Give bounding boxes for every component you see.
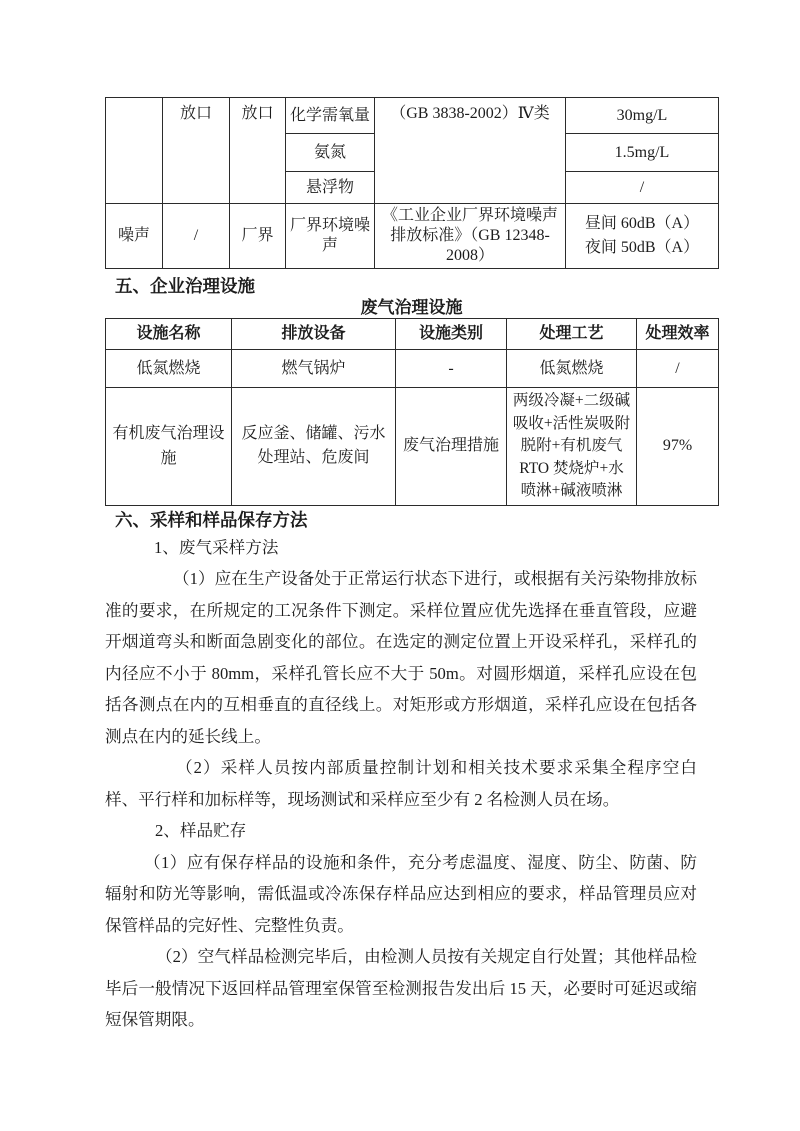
- treatment-table-title: 废气治理设施: [360, 298, 463, 317]
- paragraph: （1）应有保存样品的设施和条件，充分考虑温度、湿度、防尘、防菌、防辐射和防光等影响，需低温或冷冻保存样品应达到相应的要求，样品管理员应对保管样品的完好性、完整性负责。: [105, 852, 697, 935]
- subsection1-title: 1、废气采样方法: [154, 537, 279, 557]
- paragraph: （2）采样人员按内部质量控制计划和相关技术要求采集全程序空白样、平行样和加标样等，现场测试和采样应至少有 2 名检测人员在场。: [105, 758, 697, 809]
- section6-body: [105, 532, 697, 1036]
- equipment-cell: 燃气锅炉: [232, 350, 396, 388]
- subsection2-title: 2、样品贮存: [155, 821, 247, 840]
- facility-type-cell: -: [396, 350, 507, 388]
- col-header-efficiency: 处理效率: [637, 319, 719, 350]
- outlet-cell: 放口: [163, 98, 230, 204]
- pollutant-cell: 氨氮: [286, 134, 375, 172]
- limit-cell: [566, 204, 719, 269]
- outlet-cell: 厂界: [230, 204, 286, 269]
- outlet-cell: 放口: [230, 98, 286, 204]
- efficiency-cell: /: [637, 350, 719, 388]
- section6-heading: 六、采样和样品保存方法: [115, 509, 308, 530]
- col-header-facility-name: 设施名称: [106, 319, 232, 350]
- treatment-table: [105, 318, 719, 506]
- limit-cell: /: [566, 172, 719, 204]
- col-header-emission-equipment: 排放设备: [232, 319, 396, 350]
- facility-type-cell: 废气治理措施: [396, 388, 507, 506]
- table-row: [106, 388, 719, 506]
- facility-name-cell: 有机废气治理设施: [106, 388, 232, 506]
- limit-day: 昼间 60dB（A）: [584, 215, 700, 232]
- outlet-cell: /: [163, 204, 230, 269]
- pollutant-cell: 厂界环境噪声: [286, 204, 375, 269]
- pollutant-cell: 悬浮物: [286, 172, 375, 204]
- col-header-facility-type: 设施类别: [396, 319, 507, 350]
- limit-night: 夜间 50dB（A）: [584, 239, 700, 256]
- paragraph: （2）空气样品检测完毕后，由检测人员按有关规定自行处置；其他样品检毕后一般情况下返回样品管理室保管至检测报告发出后 15 天，必要时可延迟或缩短保管期限。: [105, 947, 697, 1029]
- category-cell: 噪声: [106, 204, 163, 269]
- noise-row: [106, 204, 719, 269]
- efficiency-cell: 97%: [637, 388, 719, 506]
- category-cell: [106, 98, 163, 204]
- limit-cell: 30mg/L: [566, 98, 719, 134]
- section5-heading: 五、企业治理设施: [115, 276, 255, 296]
- limit-cell: 1.5mg/L: [566, 134, 719, 172]
- paragraph: （1）应在生产设备处于正常运行状态下进行，或根据有关污染物排放标准的要求，在所规定的工况条件下测定。采样位置应优先选择在垂直管段，应避开烟道弯头和断面急剧变化的部位。在选定的测定位置上开设采样孔，采样孔的内径应不小于 80mm，采样孔管长应不大于 50m。对圆形烟道，采样孔应设在包括各测点在内的互相垂直的直径线上。对矩形或方形烟道，采样孔应设在包括各测点在内的延长线上。: [105, 569, 697, 746]
- monitoring-table: [105, 97, 719, 269]
- table-row: [106, 350, 719, 388]
- equipment-cell: 反应釜、储罐、污水处理站、危废间: [232, 388, 396, 506]
- table-row: [106, 98, 719, 134]
- pollutant-cell: 化学需氧量: [286, 98, 375, 134]
- standard-cell: 《工业企业厂界环境噪声排放标准》（GB 12348-2008）: [375, 204, 566, 269]
- process-cell: 两级冷凝+二级碱吸收+活性炭吸附脱附+有机废气 RTO 焚烧炉+水喷淋+碱液喷淋: [507, 388, 637, 506]
- treatment-header-row: [106, 319, 719, 350]
- facility-name-cell: 低氮燃烧: [106, 350, 232, 388]
- standard-cell: （GB 3838-2002）Ⅳ类: [375, 98, 566, 204]
- process-cell: 低氮燃烧: [507, 350, 637, 388]
- document-content: [105, 97, 718, 1036]
- col-header-process: 处理工艺: [507, 319, 637, 350]
